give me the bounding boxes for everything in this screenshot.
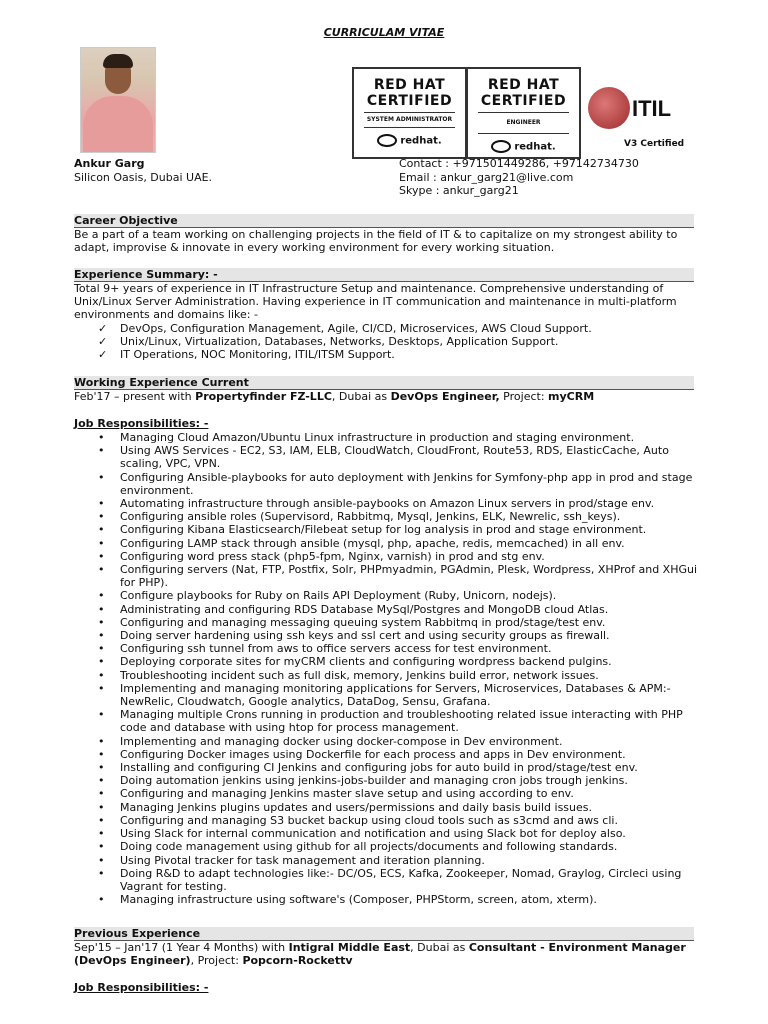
list-item: • Deploying corporate sites for myCRM clients and configuring wordpress backend pulgins. — [98, 655, 698, 668]
list-item: • Configuring and managing Jenkins master slave setup and using according to env. — [98, 787, 698, 800]
list-item: • Doing automation jenkins using jenkins-jobs-builder and managing cron jobs trough jenkins. — [98, 774, 698, 787]
current-experience-heading: Working Experience Current — [74, 376, 694, 389]
list-item: • Installing and configuring CI Jenkins and configuring jobs for auto build in prod/stage/test env. — [98, 761, 698, 774]
career-objective-text: Be a part of a team working on challenging projects in the field of IT & to capitalize on my strongest ability to adapt, improvise & innovate in every working environment for every working situation. — [74, 228, 678, 254]
list-item: ✓ IT Operations, NOC Monitoring, ITIL/ITSM Support. — [98, 348, 698, 361]
project-name: Popcorn-Rockettv — [242, 954, 353, 967]
job-role: DevOps Engineer, — [390, 390, 500, 403]
contact-email: Email : ankur_garg21@live.com — [399, 171, 574, 184]
list-item: • Administrating and configuring RDS Database MySql/Postgres and MongoDB cloud Atlas. — [98, 603, 698, 616]
list-item: • Troubleshooting incident such as full disk, memory, Jenkins build error, network issues. — [98, 669, 698, 682]
list-item: ✓ Unix/Linux, Virtualization, Databases, Networks, Desktops, Application Support. — [98, 335, 698, 348]
contact-skype: Skype : ankur_garg21 — [399, 184, 519, 197]
document-title: CURRICULAM VITAE — [323, 26, 445, 39]
cert-line2: CERTIFIED — [366, 93, 453, 109]
itil-logo-icon — [588, 87, 630, 129]
list-item: • Configuring ansible roles (Supervisord, Rabbitmq, Mysql, Jenkins, ELK, Newrelic, ssh_keys). — [98, 510, 698, 523]
list-item: • Configuring Docker images using Dockerfile for each process and apps in Dev environment. — [98, 748, 698, 761]
list-item: • Configuring word press stack (php5-fpm, Nginx, varnish) in prod and stg env. — [98, 550, 698, 563]
list-item: • Doing server hardening using ssh keys and ssl cert and using security groups as firewall. — [98, 629, 698, 642]
responsibilities-list — [98, 431, 698, 906]
cert-line1: RED HAT — [373, 77, 446, 93]
list-item: • Implementing and managing docker using docker-compose in Dev environment. — [98, 735, 698, 748]
career-objective-heading: Career Objective — [74, 214, 694, 227]
cert-line1: RED HAT — [487, 77, 560, 93]
list-item: • Automating infrastructure through ansible-paybooks on Amazon Linux servers in prod/stage env. — [98, 497, 698, 510]
experience-summary-heading: Experience Summary: - — [74, 268, 694, 281]
project-name: myCRM — [548, 390, 595, 403]
list-item: • Configure playbooks for Ruby on Rails API Deployment (Ruby, Unicorn, nodejs). — [98, 589, 698, 602]
job-responsibilities-heading-2: Job Responsibilities: - — [74, 981, 209, 994]
summary-list — [98, 322, 698, 361]
list-item: • Doing code management using github for all projects/documents and following standards. — [98, 840, 698, 853]
previous-experience-line: Sep'15 – Jan'17 (1 Year 4 Months) with Intigral Middle East, Dubai as Consultant - Environment Manager (DevOps Engineer), Project: Popcorn-Rockettv — [74, 941, 686, 967]
company-name: Propertyfinder FZ-LLC — [195, 390, 332, 403]
list-item: • Configuring and managing messaging queuing system Rabbitmq in prod/stage/test env. — [98, 616, 698, 629]
redhat-logo-icon: redhat. — [468, 140, 579, 153]
list-item: • Configuring Kibana Elasticsearch/Filebeat setup for log analysis in prod and stage environment. — [98, 523, 698, 536]
job-responsibilities-heading: Job Responsibilities: - — [74, 417, 209, 430]
current-experience-line: Feb'17 – present with Propertyfinder FZ-LLC, Dubai as DevOps Engineer, Project: myCRM — [74, 390, 595, 403]
redhat-engineer-badge — [466, 67, 581, 159]
list-item: • Configuring servers (Nat, FTP, Postfix, Solr, PHPmyadmin, PGAdmin, Plesk, Wordpress, XHProf and XHGui for PHP). — [98, 563, 698, 589]
list-item: • Using AWS Services - EC2, S3, IAM, ELB, CloudWatch, CloudFront, Route53, RDS, ElasticCache, Auto scaling, VPC, VPN. — [98, 444, 698, 470]
itil-sub: V3 Certified — [624, 139, 685, 149]
cert-role: ENGINEER — [506, 119, 541, 126]
cert-role: SYSTEM ADMINISTRATOR — [366, 116, 453, 123]
list-item: • Doing R&D to adapt technologies like:- DC/OS, ECS, Kafka, Zookeeper, Nomad, Graylog, Circleci using Vagrant for testing. — [98, 867, 698, 893]
list-item: • Configuring LAMP stack through ansible (mysql, php, apache, redis, memcached) in all env. — [98, 537, 698, 550]
list-item: ✓ DevOps, Configuration Management, Agile, CI/CD, Microservices, AWS Cloud Support. — [98, 322, 698, 335]
list-item: • Managing multiple Crons running in production and troubleshooting related issue interacting with PHP code and database with using htop for process management. — [98, 708, 698, 734]
person-location: Silicon Oasis, Dubai UAE. — [74, 171, 213, 184]
previous-experience-heading: Previous Experience — [74, 927, 694, 940]
job-role: Consultant - Environment Manager (DevOps Engineer) — [74, 941, 686, 967]
list-item: • Configuring Ansible-playbooks for auto deployment with Jenkins for Symfony-php app in prod and stage environment. — [98, 471, 698, 497]
list-item: • Configuring and managing S3 bucket backup using cloud tools such as s3cmd and aws cli. — [98, 814, 698, 827]
cert-line2: CERTIFIED — [480, 93, 567, 109]
list-item: • Managing infrastructure using software's (Composer, PHPStorm, screen, atom, xterm). — [98, 893, 698, 906]
redhat-logo-icon: redhat. — [354, 134, 465, 147]
redhat-sysadmin-badge — [352, 67, 467, 159]
list-item: • Using Pivotal tracker for task management and iteration planning. — [98, 854, 698, 867]
profile-photo — [80, 47, 156, 153]
list-item: • Managing Jenkins plugins updates and users/permissions and daily basis build issues. — [98, 801, 698, 814]
itil-badge — [586, 84, 696, 154]
list-item: • Implementing and managing monitoring applications for Servers, Microservices, Databases & APM:- NewRelic, Cloudwatch, Google analytics, DataDog, Sensu, Grafana. — [98, 682, 698, 708]
contact-phone: Contact : +971501449286, +97142734730 — [399, 157, 639, 170]
person-name: Ankur Garg — [74, 157, 145, 170]
list-item: • Configuring ssh tunnel from aws to office servers access for test environment. — [98, 642, 698, 655]
company-name: Intigral Middle East — [288, 941, 411, 954]
list-item: • Using Slack for internal communication and notification and using Slack bot for deploy also. — [98, 827, 698, 840]
experience-summary-text: Total 9+ years of experience in IT Infrastructure Setup and maintenance. Comprehensive understanding of Unix/Linux Server Administration. Having experience in IT communication and maintenance in multi-platform environments and domains like: - — [74, 282, 677, 321]
list-item: • Managing Cloud Amazon/Ubuntu Linux infrastructure in production and staging environment. — [98, 431, 698, 444]
itil-name: ITIL — [632, 96, 672, 121]
